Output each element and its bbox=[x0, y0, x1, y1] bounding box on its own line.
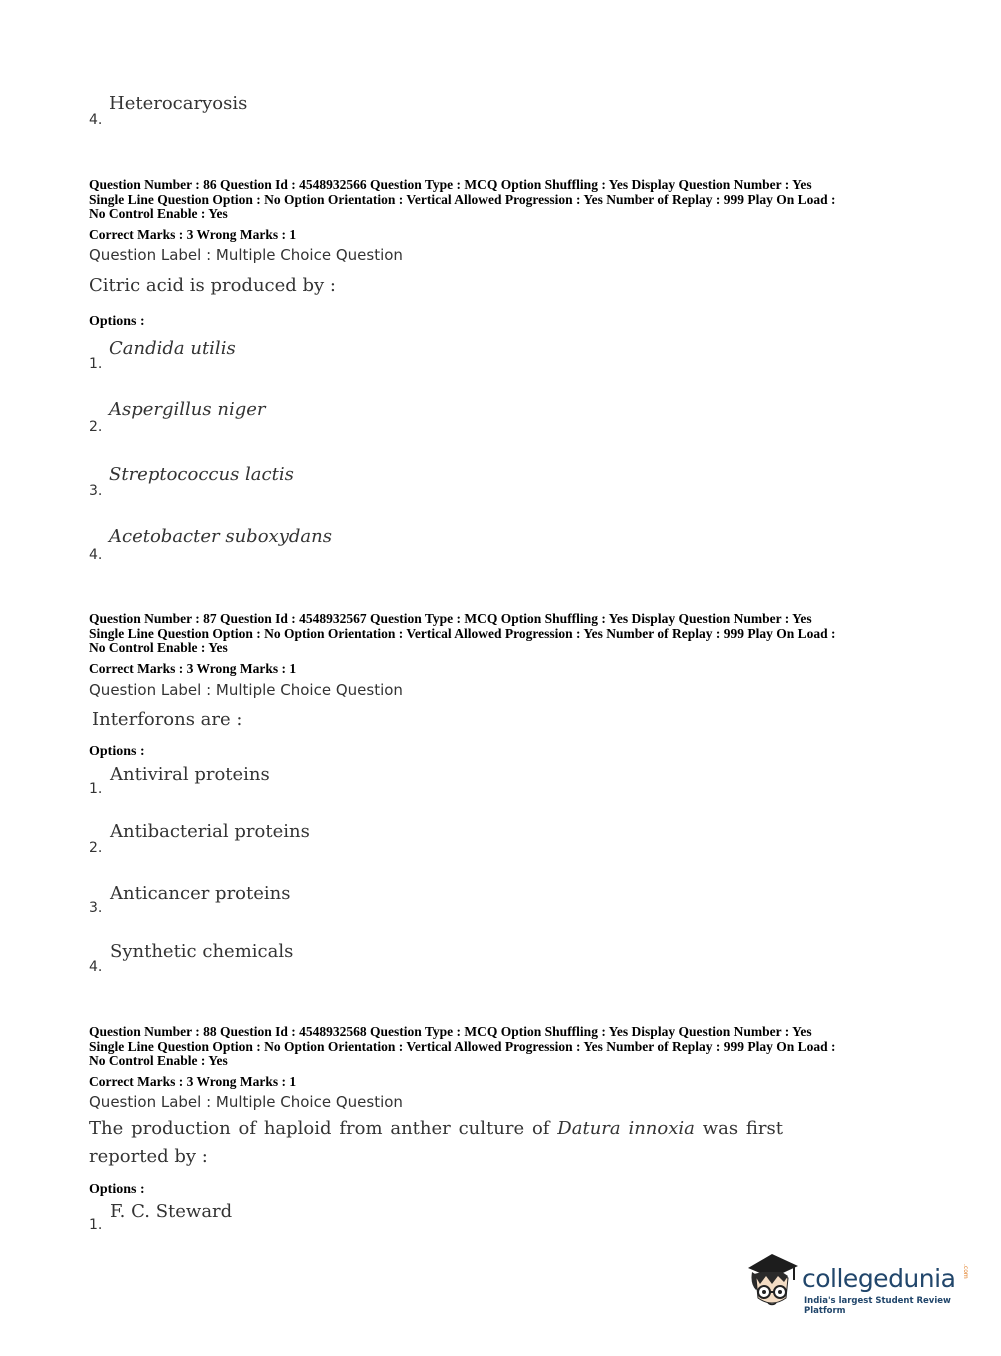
option-text: Aspergillus niger bbox=[109, 399, 266, 420]
option-text: F. C. Steward bbox=[110, 1201, 233, 1222]
option-number: 1. bbox=[89, 781, 103, 797]
question-meta bbox=[89, 612, 919, 656]
option-number: 4. bbox=[89, 547, 103, 563]
option-number: 1. bbox=[89, 1217, 103, 1233]
option-text: Streptococcus lactis bbox=[109, 464, 294, 485]
question-label: Question Label : Multiple Choice Question bbox=[89, 681, 403, 699]
question-meta bbox=[89, 178, 919, 222]
option-text: Antiviral proteins bbox=[110, 764, 270, 785]
meta-line: Question Number : 86 Question Id : 4548932566 Question Type : MCQ Option Shuffling : Yes Display Question Number : Yes bbox=[89, 177, 812, 192]
option-number: 3. bbox=[89, 900, 103, 916]
question-marks: Correct Marks : 3 Wrong Marks : 1 bbox=[89, 661, 297, 676]
option-number: 3. bbox=[89, 483, 103, 499]
option-number: 4. bbox=[89, 959, 103, 975]
options-label: Options : bbox=[89, 1182, 145, 1197]
option-text: Candida utilis bbox=[109, 338, 236, 359]
option-number: 4. bbox=[89, 112, 103, 128]
question-text: Citric acid is produced by : bbox=[89, 275, 336, 296]
logo-domain-suffix: .com bbox=[962, 1264, 969, 1279]
logo-wordmark: collegedunia bbox=[802, 1264, 956, 1293]
question-marks: Correct Marks : 3 Wrong Marks : 1 bbox=[89, 227, 297, 242]
question-marks: Correct Marks : 3 Wrong Marks : 1 bbox=[89, 1074, 297, 1089]
options-label: Options : bbox=[89, 314, 145, 329]
question-text-line2: reported by : bbox=[89, 1146, 208, 1167]
option-text: Antibacterial proteins bbox=[110, 821, 310, 842]
question-text-part: The production of haploid from anther culture of bbox=[89, 1118, 550, 1139]
meta-line: No Control Enable : Yes bbox=[89, 1053, 228, 1069]
meta-line: Question Number : 88 Question Id : 4548932568 Question Type : MCQ Option Shuffling : Yes Display Question Number : Yes bbox=[89, 1024, 812, 1039]
question-meta bbox=[89, 1025, 919, 1069]
logo-tagline: India's largest Student Review Platform bbox=[804, 1296, 951, 1316]
option-number: 1. bbox=[89, 356, 103, 372]
meta-line: No Control Enable : Yes bbox=[89, 206, 228, 222]
options-label: Options : bbox=[89, 744, 145, 759]
question-text-line1 bbox=[89, 1118, 783, 1139]
question-label: Question Label : Multiple Choice Question bbox=[89, 246, 403, 264]
option-text: Acetobacter suboxydans bbox=[109, 526, 332, 547]
option-text: Heterocaryosis bbox=[109, 93, 248, 114]
question-text: Interforons are : bbox=[92, 709, 243, 730]
question-text-species: Datura innoxia bbox=[557, 1118, 695, 1139]
meta-line: Single Line Question Option : No Option Orientation : Vertical Allowed Progression : Yes Number of Replay : 999 Play On Load : bbox=[89, 625, 836, 641]
option-text: Synthetic chemicals bbox=[110, 941, 294, 962]
question-label: Question Label : Multiple Choice Question bbox=[89, 1093, 403, 1111]
option-number: 2. bbox=[89, 419, 103, 435]
meta-line: Single Line Question Option : No Option Orientation : Vertical Allowed Progression : Yes Number of Replay : 999 Play On Load : bbox=[89, 191, 836, 207]
option-text: Anticancer proteins bbox=[110, 883, 291, 904]
question-text-part: was first bbox=[702, 1118, 784, 1139]
collegedunia-logo bbox=[742, 1250, 972, 1314]
meta-line: Question Number : 87 Question Id : 4548932567 Question Type : MCQ Option Shuffling : Yes Display Question Number : Yes bbox=[89, 611, 812, 626]
mascot-icon bbox=[742, 1250, 802, 1314]
option-number: 2. bbox=[89, 840, 103, 856]
meta-line: No Control Enable : Yes bbox=[89, 640, 228, 656]
meta-line: Single Line Question Option : No Option Orientation : Vertical Allowed Progression : Yes Number of Replay : 999 Play On Load : bbox=[89, 1038, 836, 1054]
